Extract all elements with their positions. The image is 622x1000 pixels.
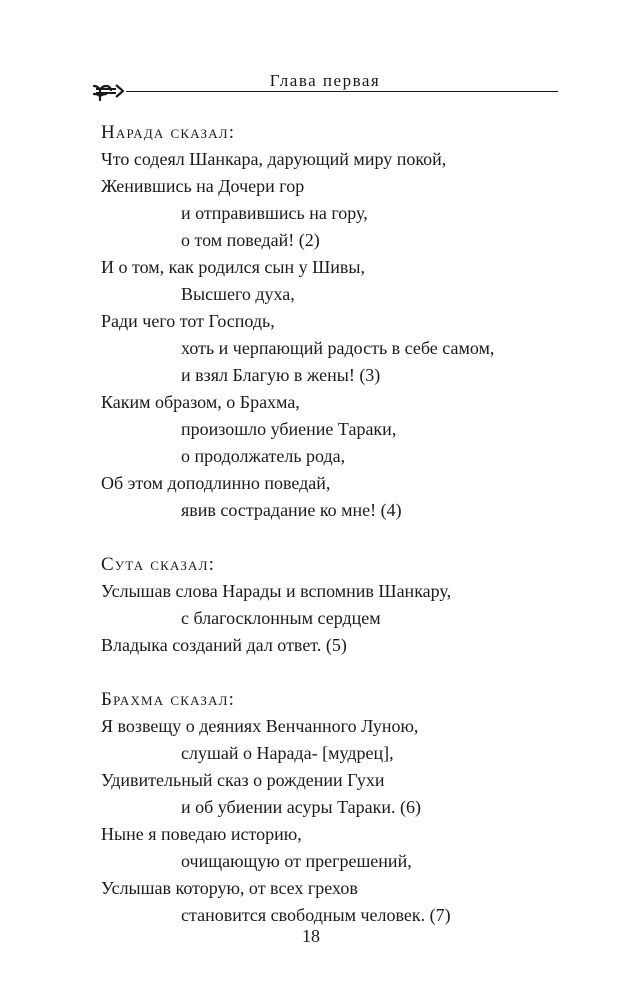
verse-line: Ныне я поведаю историю, — [101, 824, 302, 844]
speaker-heading: Брахма сказал: — [101, 689, 236, 710]
verse-line: Я возвещу о деяниях Венчанного Луною, — [101, 716, 419, 736]
header-rule — [126, 91, 558, 92]
verse-line: И о том, как родился сын у Шивы, — [101, 257, 366, 277]
verse-text — [101, 119, 581, 929]
verse-line: Удивительный сказ о рождении Гухи — [101, 770, 385, 790]
verse-line: явив сострадание ко мне! (4) — [181, 500, 402, 520]
page-number: 18 — [302, 926, 320, 946]
verse-line: Высшего духа, — [181, 284, 295, 304]
verse-line: и взял Благую в жены! (3) — [181, 365, 381, 385]
verse-line: Каким образом, о Брахма, — [101, 392, 300, 412]
verse-line: и отправившись на гору, — [181, 203, 368, 223]
verse-line: слушай о Нарада- [мудрец], — [181, 743, 394, 763]
verse-line: и об убиении асуры Тараки. (6) — [181, 797, 421, 817]
verse-line: Ради чего тот Господь, — [101, 311, 275, 331]
verse-line: о продолжатель рода, — [181, 446, 346, 466]
speaker-heading: Сута сказал: — [101, 554, 216, 575]
verse-line: хоть и черпающий радость в себе самом, — [181, 338, 495, 358]
stanza-brahma — [101, 686, 581, 929]
verse-line: произошло убиение Тараки, — [181, 419, 397, 439]
speaker-heading: Нарада сказал: — [101, 122, 236, 143]
verse-line: Что содеял Шанкара, дарующий миру покой, — [101, 149, 447, 169]
verse-line: Женившись на Дочери гор — [101, 176, 305, 196]
verse-line: Услышав которую, от всех грехов — [101, 878, 358, 898]
chapter-title: Глава первая — [269, 71, 381, 90]
verse-line: очищающую от прегрешений, — [181, 851, 412, 871]
stanza-suta — [101, 551, 581, 659]
verse-line: Владыка созданий дал ответ. (5) — [101, 635, 347, 655]
verse-line: становится свободным человек. (7) — [181, 905, 451, 925]
stanza-gap — [101, 524, 581, 551]
verse-line: с благосклонным сердцем — [181, 608, 381, 628]
running-header — [92, 72, 558, 112]
stanza-narada — [101, 119, 581, 524]
verse-line: Об этом доподлинно поведай, — [101, 473, 331, 493]
stanza-gap — [101, 659, 581, 686]
verse-line: Услышав слова Нарады и вспомнив Шанкару, — [101, 581, 452, 601]
verse-line: о том поведай! (2) — [181, 230, 320, 250]
